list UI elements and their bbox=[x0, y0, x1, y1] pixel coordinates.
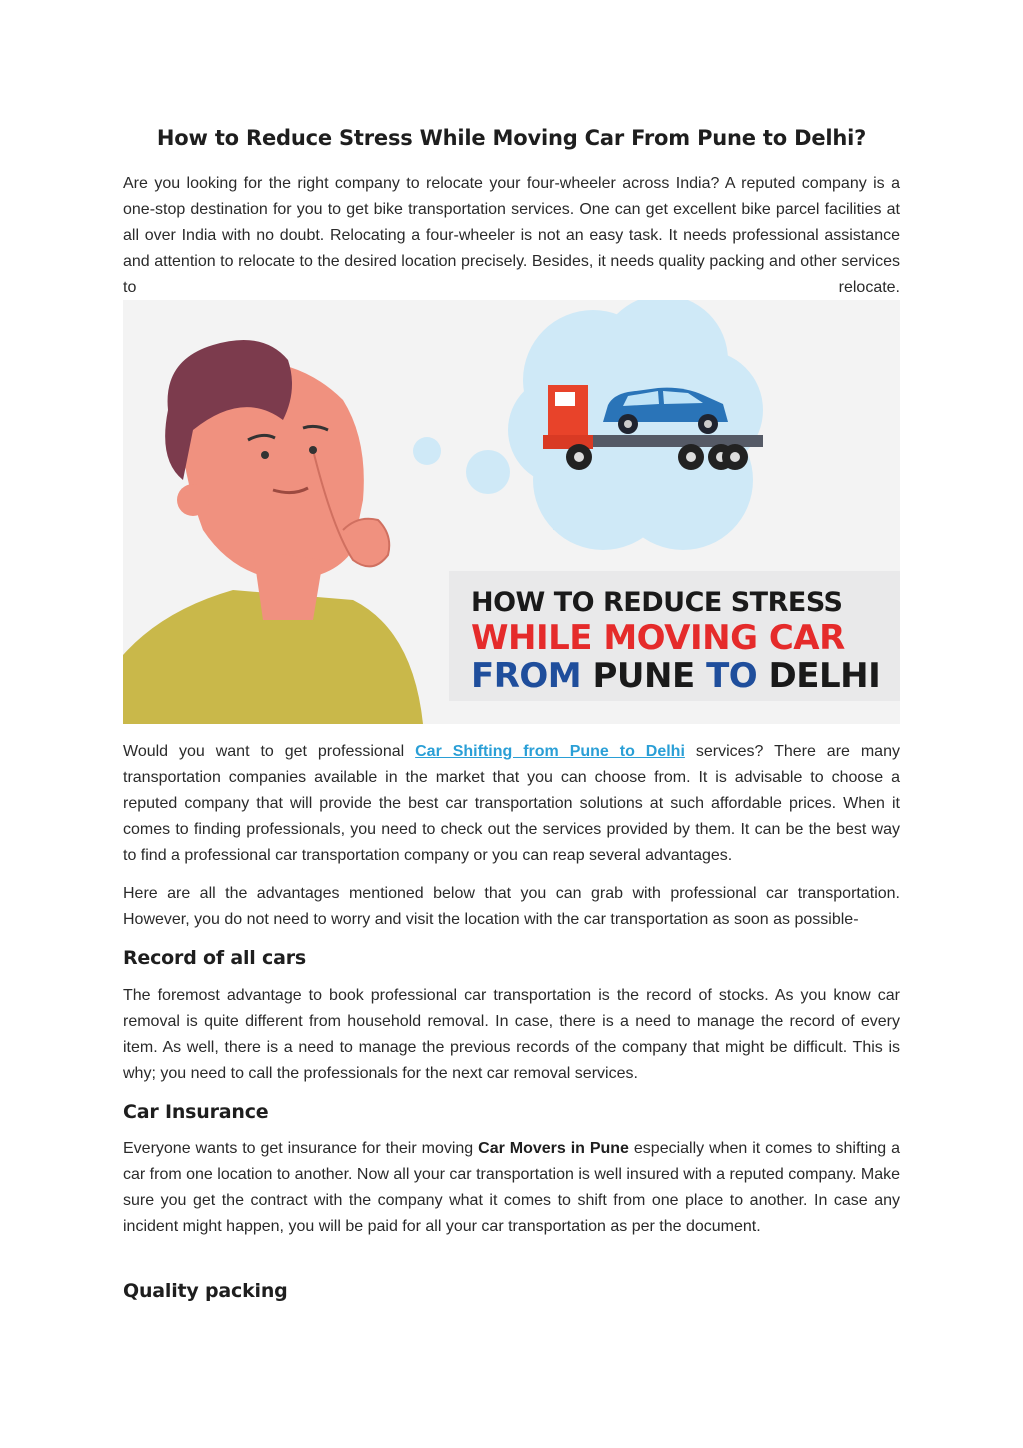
p2-text-before: Would you want to get professional bbox=[123, 743, 405, 760]
heading-car-insurance: Car Insurance bbox=[123, 1101, 269, 1123]
banner-line-3 bbox=[471, 656, 880, 696]
car-movers-pune-text: Car Movers in Pune bbox=[478, 1140, 629, 1157]
banner-delhi: DELHI bbox=[768, 656, 881, 696]
banner-line-1: HOW TO REDUCE STRESS bbox=[471, 587, 843, 618]
p2-text-after: services? There are many transportation companies available in the market that you can choose from. It is advisable to choose a reputed company that will provide the best car transportation solutions at such affordable prices. When it comes to finding professionals, you need to check out the services provided by them. It can be the best way to find a professional car transportation company or you can reap several advantages. bbox=[123, 743, 900, 864]
car-shifting-link[interactable]: Car Shifting from Pune to Delhi bbox=[415, 743, 685, 760]
banner-line-2: WHILE MOVING CAR bbox=[471, 618, 845, 658]
hero-illustration bbox=[123, 300, 900, 724]
banner-from: FROM bbox=[471, 656, 582, 696]
intro-paragraph: Are you looking for the right company to relocate your four-wheeler across India? A reputed company is a one-stop destination for you to get bike transportation services. One can get excellent bike parcel facilities at all over India with no doubt. Relocating a four-wheeler is not an easy task. It needs professional assistance and attention to relocate to the desired location precisely. Besides, it needs quality packing and other services to relocate. bbox=[123, 175, 900, 296]
heading-quality-packing: Quality packing bbox=[123, 1280, 288, 1302]
banner-pune: PUNE bbox=[592, 656, 695, 696]
paragraph-car-insurance bbox=[123, 1136, 900, 1240]
banner-to: TO bbox=[706, 656, 758, 696]
hero-banner bbox=[449, 571, 900, 701]
thinking-man-figure bbox=[123, 340, 423, 724]
p-insurance-before: Everyone wants to get insurance for their moving bbox=[123, 1140, 474, 1157]
page-title: How to Reduce Stress While Moving Car From Pune to Delhi? bbox=[156, 126, 867, 150]
paragraph-record-of-cars: The foremost advantage to book professional car transportation is the record of stocks. As you know car removal is quite different from household removal. In case, there is a need to manage the record of every item. As well, there is a need to manage the previous records of the company that might be difficult. This is why; you need to call the professionals for the next car removal services. bbox=[123, 987, 900, 1082]
heading-record-of-cars: Record of all cars bbox=[123, 947, 306, 969]
paragraph-advantages: Here are all the advantages mentioned below that you can grab with professional car transportation. However, you do not need to worry and visit the location with the car transportation as soon as possible- bbox=[123, 885, 900, 928]
paragraph-car-shifting bbox=[123, 739, 900, 869]
p-insurance-after: especially when it comes to shifting a car from one location to another. Now all your car transportation is well insured with a reputed company. Make sure you get the contract with the company what it comes to shift from one place to another. In case any incident might happen, you will be paid for all your car transportation as per the document. bbox=[123, 1140, 901, 1235]
